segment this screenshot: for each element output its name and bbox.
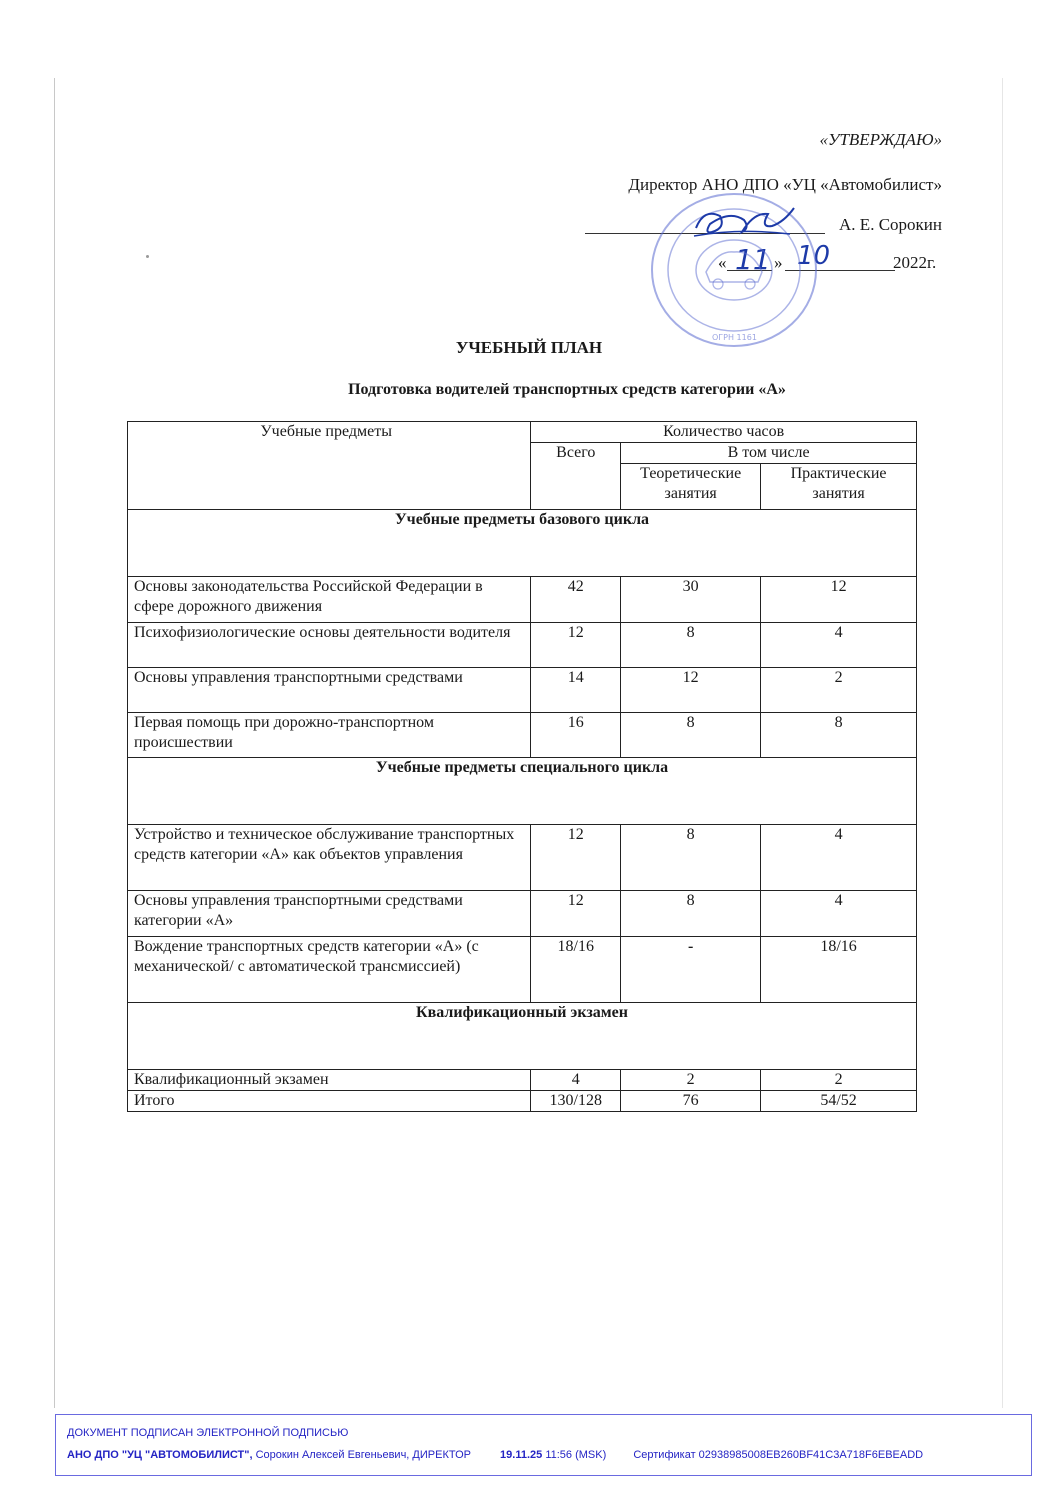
footer-signer: Сорокин Алексей Евгеньевич, ДИРЕКТОР [255, 1449, 471, 1461]
total-row [128, 1091, 917, 1112]
footer-details [67, 1449, 923, 1461]
approval-role: Директор АНО ДПО «УЦ «Автомобилист» [628, 175, 942, 194]
subject-cell: Устройство и техническое обслуживание транспортных средств категории «А» как объектов управления [128, 825, 531, 891]
header-practice: Практические занятия [761, 464, 917, 510]
table-row [128, 891, 917, 937]
total-cell: 42 [531, 577, 621, 623]
curriculum-table [127, 421, 917, 1112]
practice-cell: 4 [761, 825, 917, 891]
footer-time: 11:56 (MSK) [545, 1449, 607, 1461]
table-row [128, 668, 917, 713]
header-including: В том числе [621, 443, 917, 464]
practice-cell: 18/16 [761, 937, 917, 1003]
table-row [128, 713, 917, 758]
director-signature [690, 198, 800, 248]
total-cell: 4 [531, 1070, 621, 1091]
approval-year: 2022г. [893, 253, 937, 272]
practice-cell: 12 [761, 577, 917, 623]
subject-cell: Первая помощь при дорожно-транспортном происшествии [128, 713, 531, 758]
theory-cell: 2 [621, 1070, 761, 1091]
practice-cell: 4 [761, 623, 917, 668]
subject-cell: Квалификационный экзамен [128, 1070, 531, 1091]
theory-cell: 8 [621, 891, 761, 937]
total-cell: 12 [531, 891, 621, 937]
theory-cell: 8 [621, 713, 761, 758]
practice-cell: 8 [761, 713, 917, 758]
header-theory: Теоретические занятия [621, 464, 761, 510]
theory-cell: 12 [621, 668, 761, 713]
practice-cell: 4 [761, 891, 917, 937]
table-row [128, 1070, 917, 1091]
section-row [128, 758, 917, 825]
subject-cell: Психофизиологические основы деятельности водителя [128, 623, 531, 668]
section-title: Учебные предметы базового цикла [128, 510, 917, 577]
practice-cell: 2 [761, 668, 917, 713]
total-cell: 130/128 [531, 1091, 621, 1112]
header-total: Всего [531, 443, 621, 510]
subject-cell: Основы управления транспортными средствами категории «А» [128, 891, 531, 937]
footer-org: АНО ДПО "УЦ "АВТОМОБИЛИСТ", [67, 1449, 253, 1461]
subject-cell: Основы законодательства Российской Федерации в сфере дорожного движения [128, 577, 531, 623]
section-row [128, 510, 917, 577]
total-cell: 18/16 [531, 937, 621, 1003]
date-quote-open: « [718, 253, 727, 272]
table-header-row-1 [128, 422, 917, 443]
total-cell: 12 [531, 623, 621, 668]
footer-date: 19.11.25 [500, 1449, 543, 1461]
header-hours: Количество часов [531, 422, 917, 443]
header-subjects: Учебные предметы [128, 422, 531, 510]
total-cell: 16 [531, 713, 621, 758]
document-subtitle: Подготовка водителей транспортных средств категории «А» [348, 381, 786, 398]
table-row [128, 825, 917, 891]
e-signature-footer [55, 1414, 1032, 1476]
svg-text:ОГРН 1161: ОГРН 1161 [712, 333, 757, 342]
subject-cell: Вождение транспортных средств категории «А» (с механической/ с автоматической трансмиссией) [128, 937, 531, 1003]
date-quote-close: » [774, 253, 783, 272]
table-row [128, 937, 917, 1003]
theory-cell: 8 [621, 825, 761, 891]
section-row [128, 1003, 917, 1070]
scan-left-edge [54, 78, 55, 1408]
total-cell: 14 [531, 668, 621, 713]
total-label-cell: Итого [128, 1091, 531, 1112]
table-row [128, 577, 917, 623]
total-cell: 12 [531, 825, 621, 891]
section-title: Квалификационный экзамен [128, 1003, 917, 1070]
theory-cell: 76 [621, 1091, 761, 1112]
footer-notice: ДОКУМЕНТ ПОДПИСАН ЭЛЕКТРОННОЙ ПОДПИСЬЮ [67, 1427, 349, 1439]
theory-cell: 30 [621, 577, 761, 623]
table-row [128, 623, 917, 668]
theory-cell: 8 [621, 623, 761, 668]
subject-cell: Основы управления транспортными средствами [128, 668, 531, 713]
approval-title: «УТВЕРЖДАЮ» [819, 130, 942, 149]
approval-name: А. Е. Сорокин [839, 215, 942, 234]
footer-certificate: Сертификат 02938985008EB260BF41C3A718F6EBEADD [633, 1449, 924, 1461]
theory-cell: - [621, 937, 761, 1003]
handwritten-day: 11 [735, 243, 771, 276]
practice-cell: 2 [761, 1070, 917, 1091]
document-title: УЧЕБНЫЙ ПЛАН [455, 338, 603, 357]
section-title: Учебные предметы специального цикла [128, 758, 917, 825]
scan-right-edge [1002, 78, 1003, 1408]
handwritten-month: 10 [797, 241, 831, 271]
scan-speck [146, 255, 149, 258]
practice-cell: 54/52 [761, 1091, 917, 1112]
